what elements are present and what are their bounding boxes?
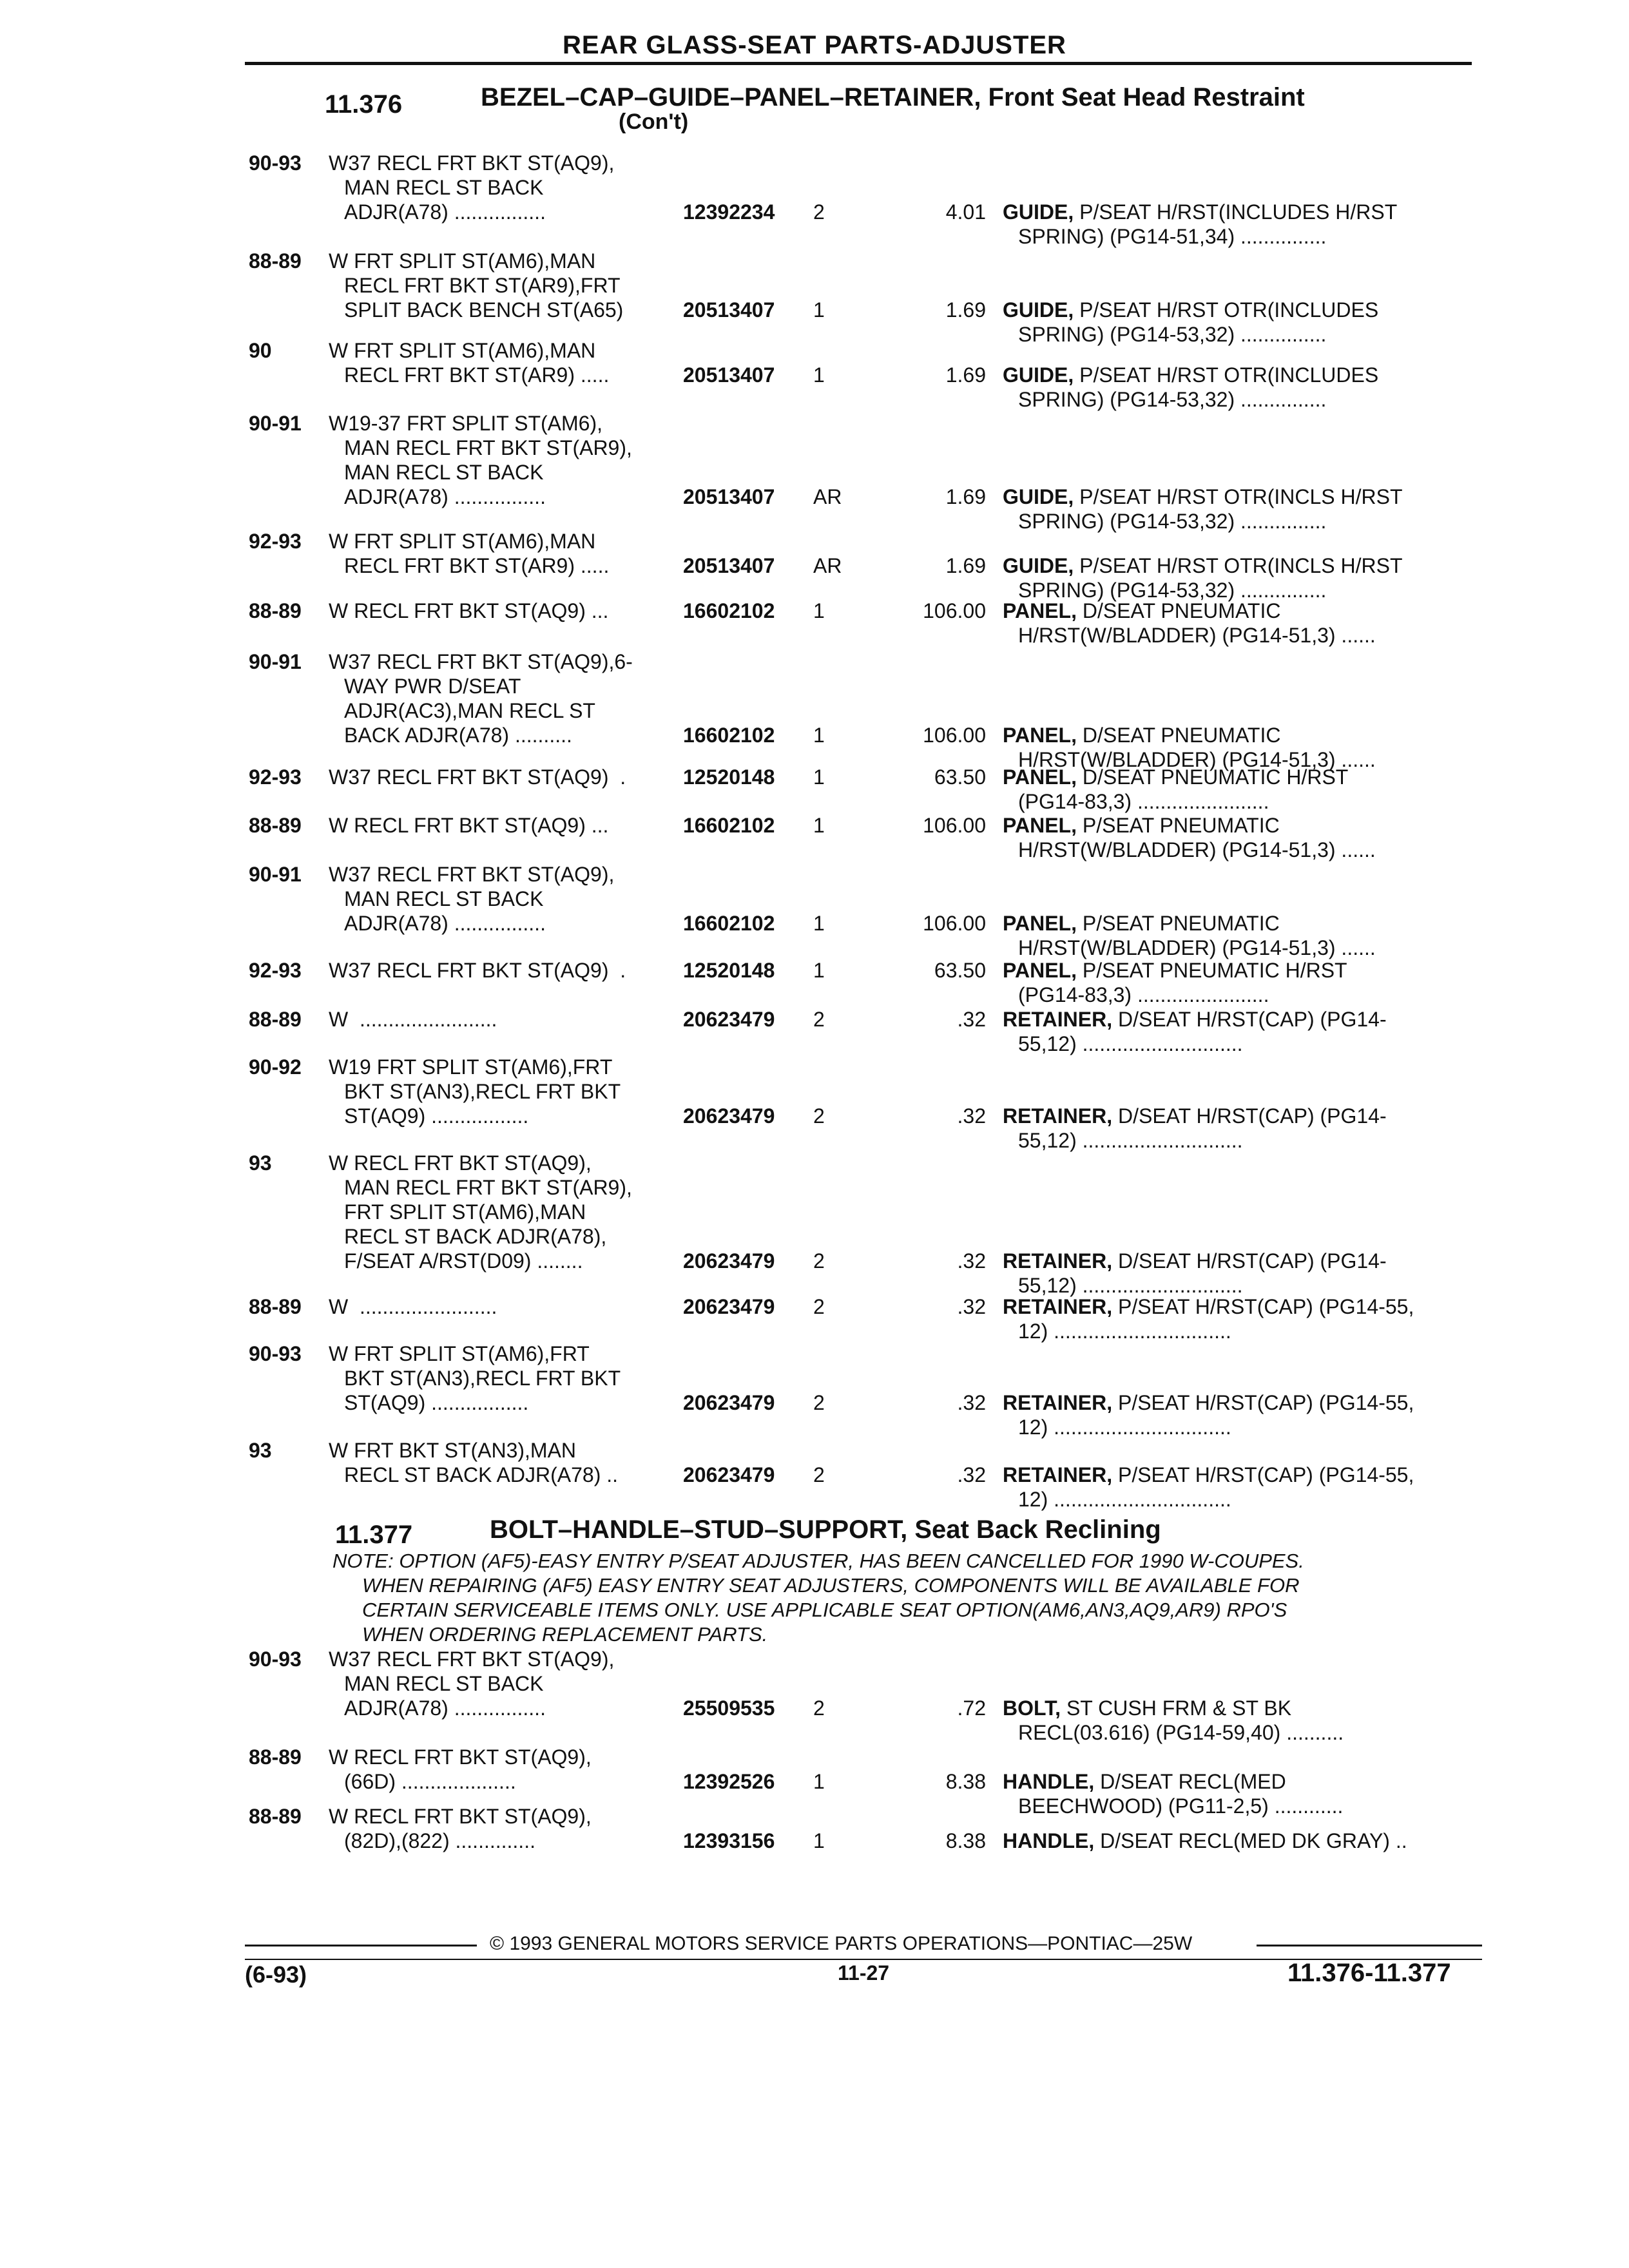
footer-rule-right	[1257, 1945, 1482, 1946]
part-description-text: P/SEAT H/RST(CAP) (PG14-55,	[1117, 1391, 1414, 1414]
part-description	[1003, 553, 1480, 602]
model-years: 88-89	[249, 1745, 302, 1769]
footer-rule-left	[245, 1945, 477, 1946]
description-line: W37 RECL FRT BKT ST(AQ9) .	[329, 765, 626, 789]
part-number: 20623479	[683, 1463, 775, 1486]
part-name: GUIDE,	[1003, 363, 1074, 387]
part-description-text: P/SEAT H/RST OTR(INCLS H/RST	[1079, 554, 1403, 577]
price: .32	[957, 1463, 986, 1486]
description-line: RECL FRT BKT ST(AR9) .....	[344, 363, 610, 387]
price: 106.00	[923, 724, 986, 747]
description-line: RECL ST BACK ADJR(A78),	[344, 1225, 607, 1248]
part-number: 20623479	[683, 1104, 775, 1128]
price: 106.00	[923, 814, 986, 837]
description-line: W FRT SPLIT ST(AM6),MAN	[329, 249, 596, 273]
model-years: 92-93	[249, 530, 302, 553]
part-description-line: RECL(03.616) (PG14-59,40) ..........	[1018, 1721, 1344, 1744]
part-name: PANEL,	[1003, 724, 1077, 747]
quantity: 1	[813, 912, 825, 935]
quantity: 2	[813, 1104, 825, 1128]
description-line: W RECL FRT BKT ST(AQ9) ...	[329, 814, 609, 837]
section-number: 11.376	[325, 90, 403, 119]
part-description-text: D/SEAT RECL(MED	[1100, 1770, 1286, 1793]
application-description	[329, 151, 677, 224]
part-number: 20513407	[683, 298, 775, 322]
quantity: 1	[813, 1829, 825, 1852]
model-years: 92-93	[249, 765, 302, 789]
application-description	[329, 1341, 677, 1415]
application-description	[329, 1438, 677, 1487]
price: 1.69	[945, 485, 986, 508]
part-name: RETAINER,	[1003, 1104, 1113, 1128]
part-description	[1003, 911, 1480, 960]
quantity: 1	[813, 765, 825, 789]
description-line: W ........................	[329, 1008, 497, 1031]
part-description	[1003, 1390, 1480, 1439]
part-description-line	[1003, 553, 1480, 578]
part-description-line: 55,12) ............................	[1018, 1274, 1243, 1297]
quantity: 2	[813, 1463, 825, 1486]
price: .32	[957, 1391, 986, 1414]
part-description	[1003, 485, 1480, 533]
application-description	[329, 813, 677, 838]
part-description	[1003, 1463, 1480, 1512]
description-line: W19-37 FRT SPLIT ST(AM6),	[329, 412, 602, 435]
part-description-line: SPRING) (PG14-53,32) ...............	[1018, 579, 1327, 602]
part-description-text: P/SEAT H/RST OTR(INCLUDES	[1079, 363, 1379, 387]
price: .32	[957, 1295, 986, 1318]
part-description	[1003, 1007, 1480, 1056]
application-description	[329, 411, 677, 509]
part-description-text: D/SEAT PNEUMATIC	[1082, 724, 1281, 747]
part-description-line: 55,12) ............................	[1018, 1129, 1243, 1152]
part-description-line: 55,12) ............................	[1018, 1032, 1243, 1055]
section-number-2: 11.377	[335, 1521, 413, 1549]
application-description	[329, 249, 677, 322]
quantity: 1	[813, 1770, 825, 1793]
application-description	[329, 1745, 677, 1794]
price: 1.69	[945, 298, 986, 322]
part-description-text: P/SEAT H/RST OTR(INCLS H/RST	[1079, 485, 1403, 508]
part-description-text: P/SEAT H/RST(CAP) (PG14-55,	[1117, 1295, 1414, 1318]
price: 63.50	[934, 765, 986, 789]
part-number: 16602102	[683, 724, 775, 747]
part-description-text: D/SEAT PNEUMATIC	[1082, 599, 1281, 622]
description-line: F/SEAT A/RST(D09) ........	[344, 1249, 583, 1273]
footer-section-range: 11.376-11.377	[1287, 1959, 1451, 1987]
description-line: W37 RECL FRT BKT ST(AQ9),	[329, 863, 615, 886]
quantity: 1	[813, 599, 825, 622]
part-description-line	[1003, 911, 1480, 936]
quantity: 1	[813, 724, 825, 747]
part-description-text: D/SEAT RECL(MED DK GRAY) ..	[1100, 1829, 1407, 1852]
part-description-text: P/SEAT PNEUMATIC H/RST	[1082, 959, 1347, 982]
part-description-line	[1003, 1294, 1480, 1319]
price: 106.00	[923, 912, 986, 935]
description-line: W19 FRT SPLIT ST(AM6),FRT	[329, 1055, 613, 1079]
application-description	[329, 529, 677, 578]
price: 1.69	[945, 363, 986, 387]
part-description-line	[1003, 1390, 1480, 1415]
part-description-line	[1003, 765, 1480, 789]
description-line: ADJR(A78) ................	[344, 1696, 546, 1720]
part-description	[1003, 1294, 1480, 1343]
application-description	[329, 599, 677, 623]
part-description	[1003, 298, 1480, 347]
part-description-line: H/RST(W/BLADDER) (PG14-51,3) ......	[1018, 936, 1376, 959]
part-description-line: H/RST(W/BLADDER) (PG14-51,3) ......	[1018, 624, 1376, 647]
part-name: RETAINER,	[1003, 1008, 1113, 1031]
price: 63.50	[934, 959, 986, 982]
model-years: 93	[249, 1151, 272, 1175]
application-description	[329, 338, 677, 387]
part-name: GUIDE,	[1003, 298, 1074, 322]
part-number: 20513407	[683, 485, 775, 508]
quantity: 1	[813, 298, 825, 322]
part-description-text: P/SEAT H/RST(CAP) (PG14-55,	[1117, 1463, 1414, 1486]
part-description-text: P/SEAT H/RST OTR(INCLUDES	[1079, 298, 1379, 322]
application-description	[329, 649, 677, 747]
part-description-line	[1003, 1104, 1480, 1128]
description-line: ADJR(A78) ................	[344, 912, 546, 935]
price: .32	[957, 1104, 986, 1128]
note-line: WHEN ORDERING REPLACEMENT PARTS.	[362, 1623, 768, 1646]
part-number: 12392234	[683, 200, 775, 224]
part-description-line: H/RST(W/BLADDER) (PG14-51,3) ......	[1018, 838, 1376, 861]
section-subtitle: (Con't)	[619, 110, 689, 134]
quantity: 2	[813, 1391, 825, 1414]
model-years: 88-89	[249, 249, 302, 273]
description-line: (66D) ....................	[344, 1770, 516, 1793]
part-name: RETAINER,	[1003, 1249, 1113, 1273]
part-number: 20623479	[683, 1008, 775, 1031]
page-header-title: REAR GLASS-SEAT PARTS-ADJUSTER	[563, 31, 1066, 59]
part-number: 20623479	[683, 1391, 775, 1414]
part-description-text: P/SEAT PNEUMATIC	[1082, 912, 1280, 935]
section-title: BEZEL–CAP–GUIDE–PANEL–RETAINER, Front Seat Head Restraint	[481, 83, 1305, 111]
part-description-line: SPRING) (PG14-53,32) ...............	[1018, 388, 1327, 411]
description-line: RECL FRT BKT ST(AR9),FRT	[344, 274, 621, 297]
price: .32	[957, 1249, 986, 1273]
footer-copyright: © 1993 GENERAL MOTORS SERVICE PARTS OPERATIONS—PONTIAC—25W	[490, 1933, 1193, 1954]
quantity: AR	[813, 485, 842, 508]
part-description	[1003, 1829, 1480, 1853]
section-title-2: BOLT–HANDLE–STUD–SUPPORT, Seat Back Reclining	[490, 1515, 1161, 1544]
description-line: W RECL FRT BKT ST(AQ9),	[329, 1151, 592, 1175]
description-line: BKT ST(AN3),RECL FRT BKT	[344, 1080, 621, 1103]
note-line: CERTAIN SERVICEABLE ITEMS ONLY. USE APPLICABLE SEAT OPTION(AM6,AN3,AQ9,AR9) RPO'S	[362, 1599, 1287, 1621]
description-line: MAN RECL FRT BKT ST(AR9),	[344, 1176, 632, 1199]
quantity: 1	[813, 959, 825, 982]
part-description	[1003, 200, 1480, 249]
model-years: 90-93	[249, 151, 302, 175]
model-years: 93	[249, 1439, 272, 1462]
part-description-line: SPRING) (PG14-51,34) ...............	[1018, 225, 1327, 248]
price: .32	[957, 1008, 986, 1031]
part-description-line	[1003, 599, 1480, 623]
description-line: W37 RECL FRT BKT ST(AQ9),	[329, 151, 615, 175]
part-description	[1003, 958, 1480, 1007]
application-description	[329, 1804, 677, 1853]
part-name: BOLT,	[1003, 1696, 1061, 1720]
part-name: PANEL,	[1003, 599, 1077, 622]
part-description-line: 12) ...............................	[1018, 1488, 1231, 1511]
part-description	[1003, 813, 1480, 862]
part-description-text: P/SEAT PNEUMATIC	[1082, 814, 1280, 837]
part-number: 25509535	[683, 1696, 775, 1720]
part-number: 20623479	[683, 1249, 775, 1273]
application-description	[329, 1007, 677, 1032]
part-description	[1003, 1769, 1480, 1818]
quantity: 1	[813, 814, 825, 837]
application-description	[329, 862, 677, 936]
part-number: 16602102	[683, 599, 775, 622]
part-number: 20623479	[683, 1295, 775, 1318]
description-line: MAN RECL ST BACK	[344, 176, 544, 199]
part-description-line	[1003, 1007, 1480, 1032]
description-line: ADJR(A78) ................	[344, 200, 546, 224]
part-number: 12393156	[683, 1829, 775, 1852]
description-line: BACK ADJR(A78) ..........	[344, 724, 572, 747]
part-description-text: D/SEAT H/RST(CAP) (PG14-	[1117, 1104, 1387, 1128]
part-number: 16602102	[683, 814, 775, 837]
part-number: 12392526	[683, 1770, 775, 1793]
description-line: W FRT BKT ST(AN3),MAN	[329, 1439, 577, 1462]
application-description	[329, 1055, 677, 1128]
part-name: RETAINER,	[1003, 1295, 1113, 1318]
part-description-line: H/RST(W/BLADDER) (PG14-51,3) ......	[1018, 748, 1376, 771]
application-description	[329, 765, 677, 789]
description-line: W RECL FRT BKT ST(AQ9),	[329, 1805, 592, 1828]
part-description-line: 12) ...............................	[1018, 1320, 1231, 1343]
part-name: RETAINER,	[1003, 1463, 1113, 1486]
description-line: ST(AQ9) .................	[344, 1391, 529, 1414]
application-description	[329, 958, 677, 983]
part-description-line	[1003, 723, 1480, 747]
part-description-line	[1003, 813, 1480, 838]
part-number: 20513407	[683, 554, 775, 577]
note-line: WHEN REPAIRING (AF5) EASY ENTRY SEAT ADJUSTERS, COMPONENTS WILL BE AVAILABLE FOR	[362, 1574, 1300, 1597]
part-description-line	[1003, 1829, 1480, 1853]
model-years: 90-91	[249, 412, 302, 435]
application-description	[329, 1294, 677, 1319]
application-description	[329, 1647, 677, 1720]
part-description-line	[1003, 1463, 1480, 1487]
model-years: 90-93	[249, 1342, 302, 1365]
description-line: SPLIT BACK BENCH ST(A65)	[344, 298, 624, 322]
part-description-line: (PG14-83,3) .......................	[1018, 790, 1269, 813]
part-description	[1003, 765, 1480, 814]
part-description-line	[1003, 200, 1480, 224]
description-line: FRT SPLIT ST(AM6),MAN	[344, 1200, 586, 1224]
description-line: MAN RECL ST BACK	[344, 1672, 544, 1695]
description-line: W ........................	[329, 1295, 497, 1318]
part-description-line: (PG14-83,3) .......................	[1018, 983, 1269, 1006]
description-line: ADJR(A78) ................	[344, 485, 546, 508]
description-line: W37 RECL FRT BKT ST(AQ9),6-	[329, 650, 633, 673]
part-number: 16602102	[683, 912, 775, 935]
part-name: RETAINER,	[1003, 1391, 1113, 1414]
description-line: W RECL FRT BKT ST(AQ9) ...	[329, 599, 609, 622]
model-years: 88-89	[249, 1008, 302, 1031]
part-description-line	[1003, 363, 1480, 387]
part-description	[1003, 1249, 1480, 1298]
part-number: 12520148	[683, 765, 775, 789]
footer-page-number: 11-27	[838, 1961, 890, 1984]
quantity: 2	[813, 1696, 825, 1720]
part-description-line: SPRING) (PG14-53,32) ...............	[1018, 323, 1327, 346]
part-name: HANDLE,	[1003, 1770, 1095, 1793]
part-number: 12520148	[683, 959, 775, 982]
part-name: HANDLE,	[1003, 1829, 1095, 1852]
part-description-line	[1003, 298, 1480, 322]
quantity: 1	[813, 363, 825, 387]
part-description-text: D/SEAT PNEUMATIC H/RST	[1082, 765, 1349, 789]
part-description	[1003, 1696, 1480, 1745]
part-description-line: SPRING) (PG14-53,32) ...............	[1018, 510, 1327, 533]
part-name: GUIDE,	[1003, 554, 1074, 577]
header-rule	[245, 62, 1472, 65]
quantity: AR	[813, 554, 842, 577]
description-line: MAN RECL ST BACK	[344, 887, 544, 910]
quantity: 2	[813, 1249, 825, 1273]
price: 8.38	[945, 1770, 986, 1793]
part-description-line	[1003, 485, 1480, 509]
part-name: PANEL,	[1003, 814, 1077, 837]
description-line: BKT ST(AN3),RECL FRT BKT	[344, 1367, 621, 1390]
model-years: 90-93	[249, 1648, 302, 1671]
price: 8.38	[945, 1829, 986, 1852]
part-description	[1003, 599, 1480, 648]
part-description-text: P/SEAT H/RST(INCLUDES H/RST	[1079, 200, 1398, 224]
description-line: W37 RECL FRT BKT ST(AQ9),	[329, 1648, 615, 1671]
part-description-text: D/SEAT H/RST(CAP) (PG14-	[1117, 1008, 1387, 1031]
model-years: 88-89	[249, 814, 302, 837]
description-line: W FRT SPLIT ST(AM6),MAN	[329, 530, 596, 553]
footer-date: (6-93)	[245, 1961, 307, 1988]
price: .72	[957, 1696, 986, 1720]
model-years: 88-89	[249, 1805, 302, 1828]
description-line: RECL FRT BKT ST(AR9) .....	[344, 554, 610, 577]
part-description-text: D/SEAT H/RST(CAP) (PG14-	[1117, 1249, 1387, 1273]
part-name: PANEL,	[1003, 912, 1077, 935]
description-line: ADJR(AC3),MAN RECL ST	[344, 699, 595, 722]
section-note	[333, 1549, 1492, 1647]
note-line: NOTE: OPTION (AF5)-EASY ENTRY P/SEAT ADJUSTER, HAS BEEN CANCELLED FOR 1990 W-COUPES.	[333, 1550, 1304, 1572]
part-description	[1003, 363, 1480, 412]
description-line: (82D),(822) ..............	[344, 1829, 535, 1852]
description-line: ST(AQ9) .................	[344, 1104, 529, 1128]
part-name: GUIDE,	[1003, 485, 1074, 508]
description-line: W RECL FRT BKT ST(AQ9),	[329, 1745, 592, 1769]
part-description-line	[1003, 1696, 1480, 1720]
part-description-line: 12) ...............................	[1018, 1416, 1231, 1439]
price: 106.00	[923, 599, 986, 622]
model-years: 88-89	[249, 599, 302, 622]
quantity: 2	[813, 1008, 825, 1031]
description-line: WAY PWR D/SEAT	[344, 675, 521, 698]
quantity: 2	[813, 1295, 825, 1318]
part-description-text: ST CUSH FRM & ST BK	[1066, 1696, 1292, 1720]
description-line: W37 RECL FRT BKT ST(AQ9) .	[329, 959, 626, 982]
part-name: GUIDE,	[1003, 200, 1074, 224]
quantity: 2	[813, 200, 825, 224]
model-years: 88-89	[249, 1295, 302, 1318]
price: 1.69	[945, 554, 986, 577]
part-description-line	[1003, 1249, 1480, 1273]
description-line: W FRT SPLIT ST(AM6),FRT	[329, 1342, 590, 1365]
model-years: 90-92	[249, 1055, 302, 1079]
model-years: 90-91	[249, 650, 302, 673]
part-name: PANEL,	[1003, 959, 1077, 982]
model-years: 92-93	[249, 959, 302, 982]
model-years: 90	[249, 339, 272, 362]
price: 4.01	[945, 200, 986, 224]
part-number: 20513407	[683, 363, 775, 387]
description-line: MAN RECL ST BACK	[344, 461, 544, 484]
part-description	[1003, 1104, 1480, 1153]
description-line: W FRT SPLIT ST(AM6),MAN	[329, 339, 596, 362]
description-line: RECL ST BACK ADJR(A78) ..	[344, 1463, 619, 1486]
model-years: 90-91	[249, 863, 302, 886]
part-description-line: BEECHWOOD) (PG11-2,5) ............	[1018, 1794, 1344, 1818]
part-description-line	[1003, 1769, 1480, 1794]
description-line: MAN RECL FRT BKT ST(AR9),	[344, 436, 632, 459]
part-name: PANEL,	[1003, 765, 1077, 789]
application-description	[329, 1151, 677, 1273]
part-description-line	[1003, 958, 1480, 983]
